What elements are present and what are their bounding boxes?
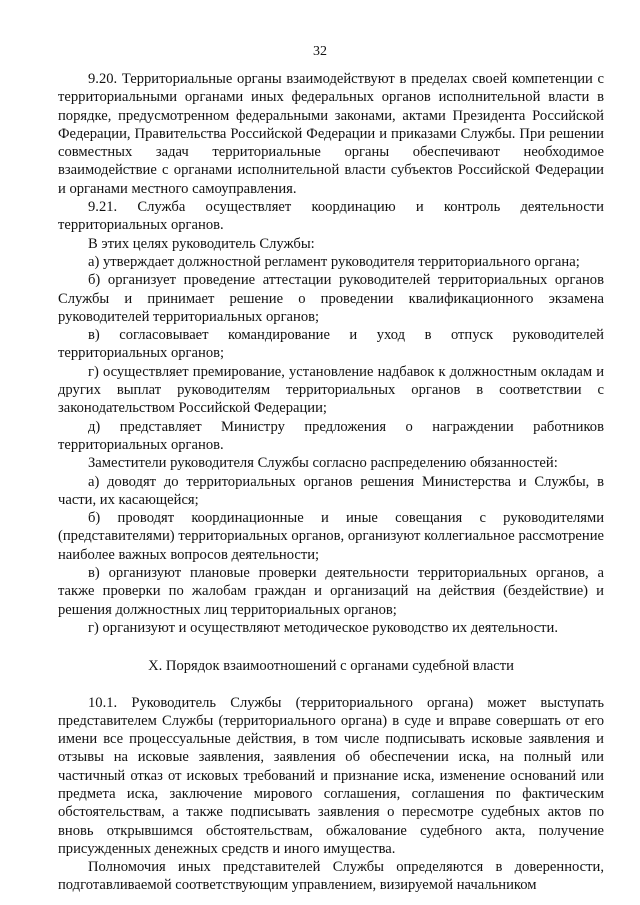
list-item-head-b: б) организует проведение аттестации руководителей территориальных органов Службы и принимает решение о проведении квалификационного экзамена руководителей территориальных органов; (58, 272, 604, 325)
paragraph-9-20: 9.20. Территориальные органы взаимодействуют в пределах своей компетенции с территориальными органами иных федеральных органов исполнительной власти в порядке, предусмотренном федеральными законами, актами Президента Российской Федерации, Правительства Российской Федерации и приказами Службы. При решении совместных задач территориальные органы обеспечивают необходимое взаимодействие с органами исполнительной власти субъектов Российской Федерации и органами местного самоуправления. (58, 71, 604, 197)
paragraph-head-duties-intro: В этих целях руководитель Службы: (88, 235, 315, 252)
paragraph-9-21: 9.21. Служба осуществляет координацию и контроль деятельности территориальных органов. (58, 199, 604, 234)
section-heading: X. Порядок взаимоотношений с органами судебной власти (148, 658, 514, 675)
list-item-deputies-g: г) организуют и осуществляют методическое руководство их деятельности. (88, 619, 559, 636)
list-item-deputies-b: б) проводят координационные и иные совещания с руководителями (представителями) территориальных органов, организуют коллегиальное рассмотрение наиболее важных вопросов деятельности; (58, 510, 604, 563)
document-body (58, 70, 604, 895)
list-item-head-v: в) согласовывает командирование и уход в отпуск руководителей территориальных органов; (58, 327, 604, 362)
paragraph-10-1: 10.1. Руководитель Службы (территориального органа) может выступать представителем Службы (территориального органа) в суде и вправе совершать от его имени все процессуальные действия, в том числе подписывать исковые заявления и отзывы на исковые заявления, заявления об обеспечении иска, на полный или частичный отказ от исковых требований и признание иска, изменение оснований или предмета иска, заключение мирового соглашения, соглашения по фактическим обстоятельствам, а также подписывать заявления о пересмотре судебных актов по вновь открывшимся обстоятельствам, обжалование судебного акта, получение присужденных денежных средств и иного имущества. (58, 694, 604, 857)
list-item-head-a: а) утверждает должностной регламент руководителя территориального органа; (88, 253, 580, 270)
paragraph-deputies-intro: Заместители руководителя Службы согласно распределению обязанностей: (88, 455, 558, 472)
list-item-head-g: г) осуществляет премирование, установление надбавок к должностным окладам и других выплат руководителям территориальных органов в соответствии с законодательством Российской Федерации; (58, 363, 604, 417)
list-item-deputies-v: в) организуют плановые проверки деятельности территориальных органов, а также проверки по жалобам граждан и организаций на действия (бездействие) и решения должностных лиц территориальных органов; (58, 565, 604, 618)
paragraph-representatives: Полномочия иных представителей Службы определяются в доверенности, подготавливаемой соответствующим управлением, визируемой начальником (58, 859, 604, 894)
list-item-deputies-a: а) доводят до территориальных органов решения Министерства и Службы, в части, их касающейся; (58, 473, 604, 508)
list-item-head-d: д) представляет Министру предложения о награждении работников территориальных органов. (58, 418, 604, 453)
page-number: 32 (313, 44, 327, 59)
